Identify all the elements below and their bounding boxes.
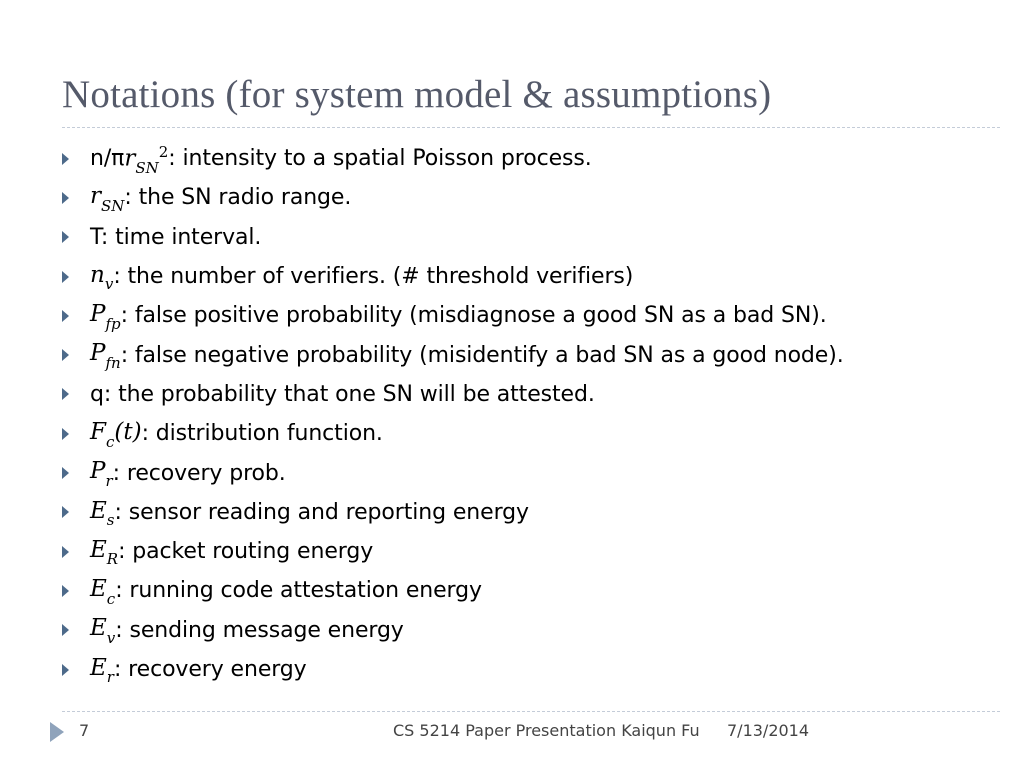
math-symbol: $E_R$ — [90, 536, 119, 569]
bullet-arrow-icon — [62, 585, 69, 597]
bullet-arrow-icon — [62, 271, 69, 283]
math-symbol: $E_c$ — [90, 576, 116, 608]
notation-description: : the number of verifiers. (# threshold verifiers) — [113, 264, 634, 290]
math-symbol: $r_{SN}$ — [90, 183, 125, 215]
footer-caption: CS 5214 Paper Presentation Kaiqun Fu — [393, 721, 700, 740]
notation-description: : false negative probability (misidentify a bad SN as a good node). — [120, 342, 844, 368]
list-item — [62, 257, 844, 296]
list-item — [62, 611, 844, 650]
bullet-arrow-icon — [62, 428, 69, 440]
notation-description: : sending message energy — [115, 617, 404, 643]
notation-description: q: the probability that one SN will be attested. — [90, 381, 595, 407]
footer-arrow-icon — [50, 722, 64, 742]
notation-description: : distribution function. — [141, 421, 383, 447]
list-item — [62, 178, 844, 217]
notation-description: T: time interval. — [90, 224, 262, 250]
page-number: 7 — [79, 721, 90, 740]
math-symbol: $E_r$ — [90, 654, 114, 687]
math-symbol: $P_{fn}$ — [90, 340, 121, 372]
bullet-arrow-icon — [62, 310, 69, 322]
bullet-arrow-icon — [62, 624, 69, 636]
bullet-arrow-icon — [62, 664, 69, 676]
bullet-arrow-icon — [62, 546, 69, 558]
bullet-arrow-icon — [62, 153, 69, 165]
math-symbol: $F_c(t)$ — [90, 418, 142, 451]
notation-description: : the SN radio range. — [124, 185, 352, 211]
list-item — [62, 335, 844, 374]
math-symbol: $n_v$ — [90, 261, 114, 294]
math-symbol: $E_s$ — [90, 497, 115, 530]
list-item — [62, 139, 844, 178]
symbol-prefix: n/π — [90, 146, 125, 172]
list-item — [62, 453, 844, 492]
notation-description: : recovery energy — [113, 657, 307, 682]
notation-description: : running code attestation energy — [115, 578, 482, 604]
footer-divider — [62, 711, 1000, 712]
math-symbol: $P_{fp}$ — [90, 301, 121, 333]
list-item — [62, 532, 844, 571]
list-item — [62, 493, 844, 532]
list-item — [62, 414, 844, 453]
bullet-arrow-icon — [62, 349, 69, 361]
bullet-arrow-icon — [62, 467, 69, 479]
math-symbol: $r_{SN}^2$ — [124, 142, 169, 177]
title-divider — [62, 127, 1000, 128]
bullet-arrow-icon — [62, 388, 69, 400]
bullet-arrow-icon — [62, 506, 69, 518]
footer-date: 7/13/2014 — [727, 721, 810, 740]
list-item — [62, 571, 844, 610]
notation-description: : sensor reading and reporting energy — [114, 499, 529, 525]
notation-description: : recovery prob. — [112, 460, 286, 486]
list-item — [62, 375, 844, 414]
slide-title: Notations (for system model & assumptions) — [62, 73, 772, 116]
math-symbol: $E_v$ — [90, 615, 116, 647]
bullet-arrow-icon — [62, 192, 69, 204]
list-item — [62, 650, 844, 689]
list-item — [62, 218, 844, 257]
notation-description: : intensity to a spatial Poisson process. — [168, 146, 592, 172]
math-symbol: $P_r$ — [90, 458, 113, 490]
notation-description: : packet routing energy — [118, 539, 374, 565]
list-item — [62, 296, 844, 335]
notation-description: : false positive probability (misdiagnose a good SN as a bad SN). — [120, 303, 827, 329]
bullet-arrow-icon — [62, 231, 69, 243]
notation-list — [62, 139, 844, 689]
